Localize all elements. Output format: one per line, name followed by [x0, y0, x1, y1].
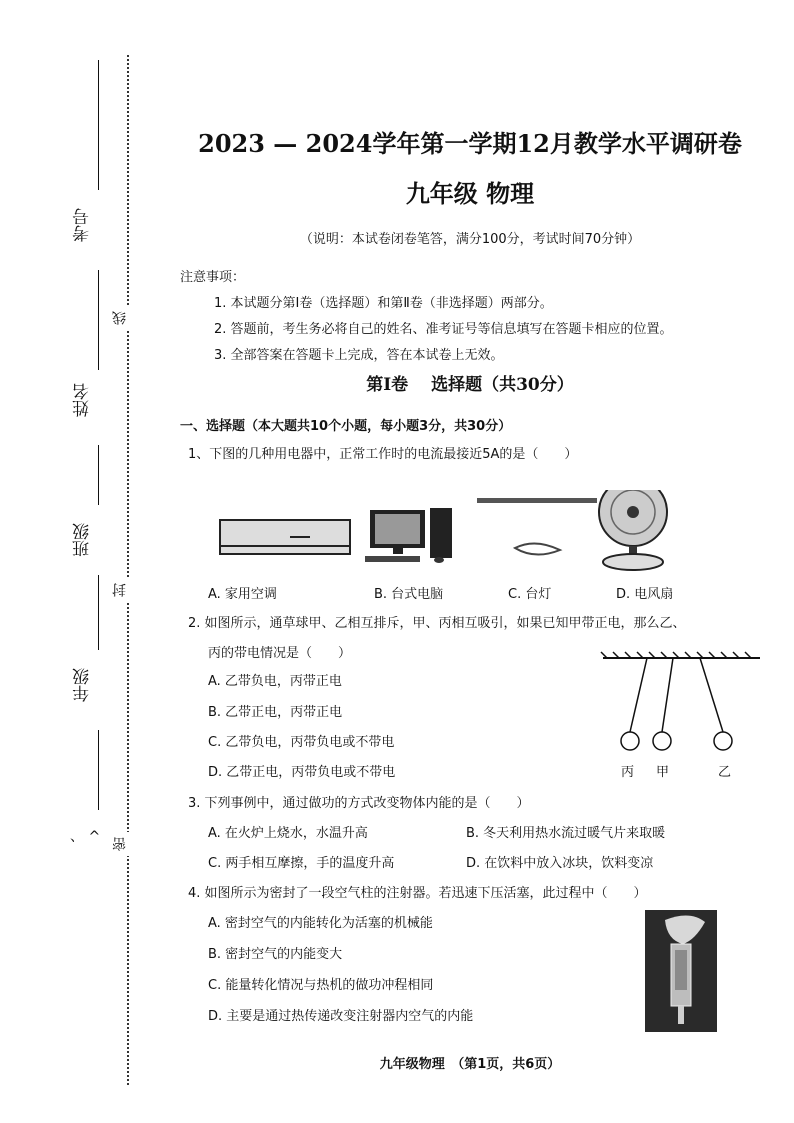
question-2-option-c: C. 乙带负电，丙带负电或不带电: [208, 735, 395, 750]
seal-char-seal: 封: [110, 578, 140, 602]
thread-bing: [630, 658, 647, 732]
desk-lamp-image: [477, 498, 597, 555]
seal-char-secret: 密: [110, 832, 140, 856]
question-4-option-d: D. 主要是通过热传递改变注射器内空气的内能: [208, 1009, 474, 1024]
grade-line: [98, 575, 99, 650]
question-3-option-c: C. 两手相互摩擦，手的温度升高: [208, 856, 395, 871]
exam-number-label: 考号: [73, 208, 93, 242]
name-label: 姓名: [73, 383, 93, 417]
appliances-figure: [215, 490, 775, 575]
class-label: 班级: [73, 523, 93, 557]
question-1-option-c: C. 台灯: [508, 587, 552, 602]
question-3-option-b: B. 冬天利用热水流过暖气片来取暖: [466, 826, 666, 841]
section-title: 第Ⅰ卷 选择题（共30分）: [366, 375, 574, 395]
question-2-option-a: A. 乙带负电，丙带正电: [208, 674, 342, 689]
margin-bottom-line: [98, 730, 99, 810]
label-yi: 乙: [718, 765, 732, 780]
exam-subtitle: 九年级 物理: [405, 179, 535, 208]
question-2-stem-continued: 丙的带电情况是（ ）: [208, 646, 352, 661]
question-3-option-d: D. 在饮料中放入冰块，饮料变凉: [466, 856, 654, 871]
ball-bing: [621, 732, 639, 750]
exam-note: （说明：本试卷闭卷笔答，满分100分，考试时间70分钟）: [299, 232, 641, 247]
exam-number-line: [98, 60, 99, 190]
question-4-option-b: B. 密封空气的内能变大: [208, 947, 343, 962]
thread-yi: [700, 658, 723, 732]
page-footer: 九年级物理 （第1页，共6页）: [379, 1057, 561, 1072]
question-2-option-b: B. 乙带正电，丙带正电: [208, 705, 343, 720]
seal-dotted-line: [127, 55, 129, 1085]
notice-heading: 注意事项：: [180, 270, 246, 285]
question-1-option-b: B. 台式电脑: [374, 587, 444, 602]
question-1-stem: 1、下图的几种用电器中，正常工作时的电流最接近5A的是（ ）: [188, 447, 578, 462]
pith-balls-figure: [595, 650, 765, 760]
question-4-stem: 4. 如图所示为密封了一段空气柱的注射器。若迅速下压活塞，此过程中（ ）: [188, 886, 647, 901]
air-conditioner-image: [220, 520, 350, 554]
thread-jia: [662, 658, 673, 732]
notice-item: 1. 本试题分第Ⅰ卷（选择题）和第Ⅱ卷（非选择题）两部分。: [214, 296, 553, 311]
question-3-option-a: A. 在火炉上烧水，水温升高: [208, 826, 368, 841]
question-2-stem: 2. 如图所示，通草球甲、乙相互排斥，甲、丙相互吸引，如果已知甲带正电，那么乙、: [188, 616, 686, 631]
seal-char-line: 线: [110, 306, 140, 330]
notice-item: 2. 答题前，考生务必将自己的姓名、准考证号等信息填写在答题卡相应的位置。: [214, 322, 673, 337]
margin-mark: 、 ^: [70, 829, 101, 845]
question-1-option-d: D. 电风扇: [616, 587, 674, 602]
ball-yi: [714, 732, 732, 750]
notice-item: 3. 全部答案在答题卡上完成，答在本试卷上无效。: [214, 348, 504, 363]
question-2-option-d: D. 乙带正电，丙带负电或不带电: [208, 765, 396, 780]
name-line: [98, 270, 99, 370]
part-heading: 一、选择题（本大题共10个小题，每小题3分，共30分）: [180, 419, 512, 434]
exam-title: 2023 — 2024学年第一学期12月教学水平调研卷: [198, 129, 742, 158]
ball-jia: [653, 732, 671, 750]
label-bing: 丙: [621, 765, 635, 780]
question-3-stem: 3. 下列事例中，通过做功的方式改变物体内能的是（ ）: [188, 796, 530, 811]
electric-fan-image: [599, 490, 667, 570]
label-jia: 甲: [656, 765, 670, 780]
desktop-computer-image: [365, 508, 452, 563]
syringe-photo: [645, 910, 717, 1032]
grade-label: 年级: [73, 668, 93, 702]
question-4-option-a: A. 密封空气的内能转化为活塞的机械能: [208, 916, 433, 931]
question-1-option-a: A. 家用空调: [208, 587, 277, 602]
question-4-option-c: C. 能量转化情况与热机的做功冲程相同: [208, 978, 434, 993]
class-line: [98, 445, 99, 505]
